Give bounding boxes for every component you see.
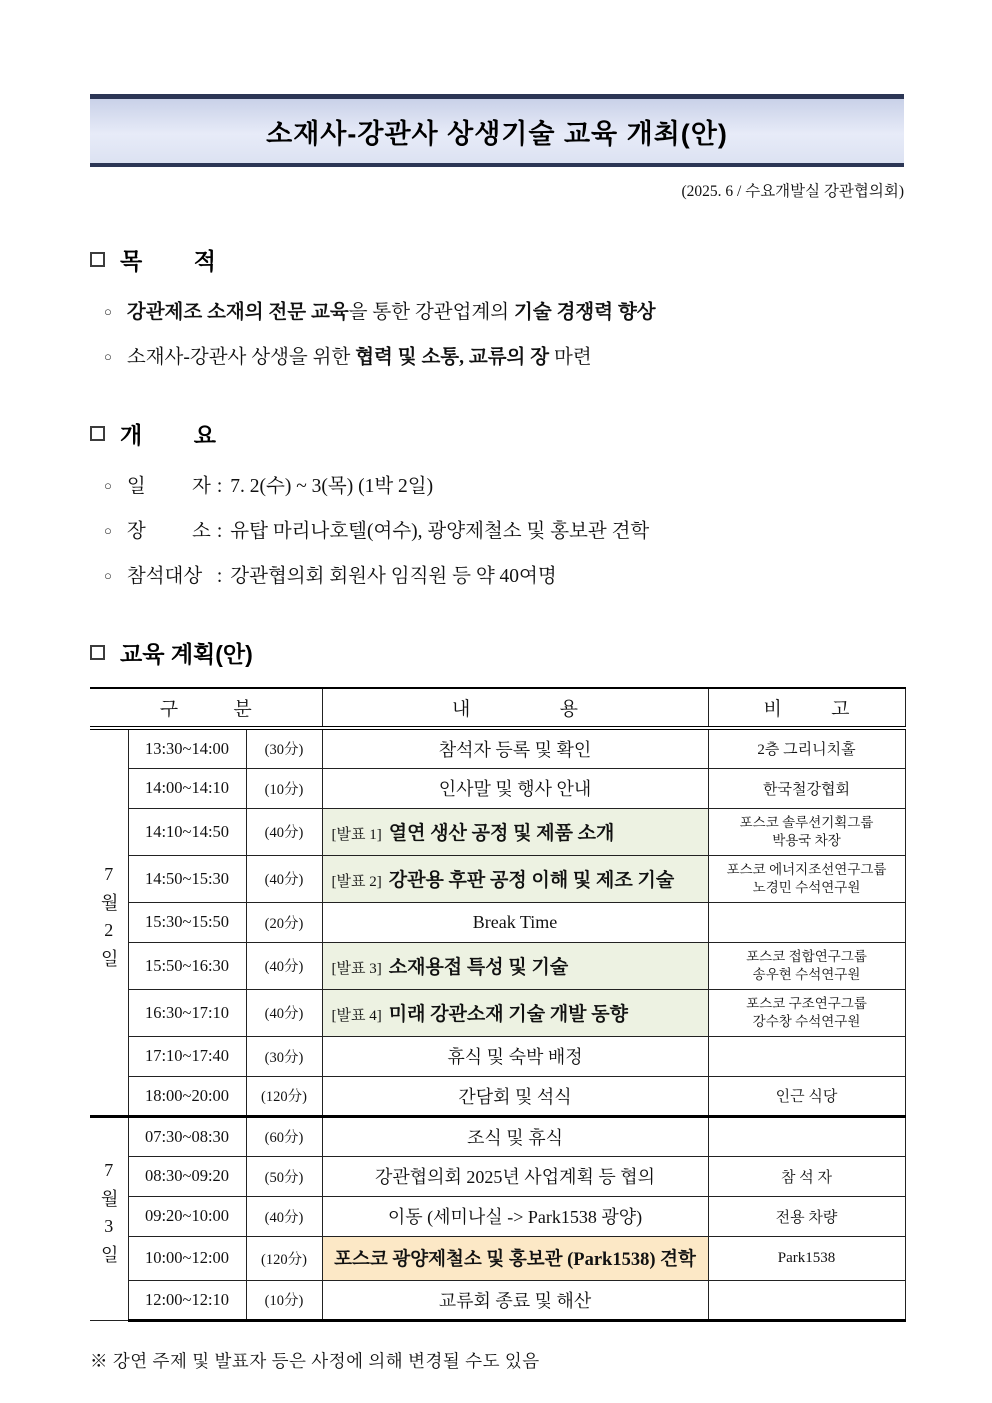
note-cell — [708, 1116, 905, 1156]
purpose-item-1-text — [127, 296, 656, 324]
overview-item-attendees-text — [127, 560, 557, 588]
purpose-item-2-text — [127, 341, 592, 369]
time-cell: 08:30~09:20 — [128, 1156, 246, 1196]
note-cell — [708, 855, 905, 902]
time-cell: 17:10~17:40 — [128, 1036, 246, 1076]
circle-bullet-icon: ○ — [104, 568, 112, 583]
time-cell: 10:00~12:00 — [128, 1236, 246, 1280]
overview-item-date — [104, 470, 904, 498]
header-category-label: 구 분 — [159, 699, 252, 720]
time-cell: 18:00~20:00 — [128, 1076, 246, 1116]
note-org: 포스코 접합연구그룹 — [746, 948, 867, 964]
colon-separator: : — [216, 521, 223, 542]
overview-place-value: 유탑 마리나호텔(여수), 광양제철소 및 홍보관 견학 — [230, 521, 650, 542]
note-cell: 2층 그리니치홀 — [708, 728, 905, 768]
note-cell: 참 석 자 — [708, 1156, 905, 1196]
purpose-item-2-regular-2: 마련 — [549, 347, 592, 368]
note-person: 강수창 수석연구원 — [752, 1013, 861, 1029]
day2-label: 7월3일 — [98, 1160, 119, 1272]
note-cell — [708, 902, 905, 942]
duration-cell: (40分) — [246, 855, 322, 902]
table-row — [90, 942, 905, 989]
purpose-list — [104, 296, 904, 369]
content-cell: 이동 (세미나실 -> Park1538 광양) — [322, 1196, 708, 1236]
table-row — [90, 855, 905, 902]
overview-attendees-label: 참석대상 — [126, 566, 203, 587]
presentation-tag: [발표 4] — [331, 1008, 382, 1024]
purpose-item-2-regular-1: 소재사-강관사 상생을 위한 — [126, 347, 356, 368]
table-row — [90, 1196, 905, 1236]
overview-item-date-text — [127, 470, 433, 498]
note-person: 박용국 차장 — [772, 832, 841, 848]
title-banner — [90, 94, 904, 167]
table-row — [90, 989, 905, 1036]
note-cell — [708, 1280, 905, 1320]
day1-label: 7월2일 — [98, 863, 119, 976]
note-org: 포스코 에너지조선연구그룹 — [726, 861, 887, 877]
day2-cell — [90, 1116, 128, 1320]
content-cell — [322, 855, 708, 902]
header-category — [90, 688, 322, 728]
duration-cell: (120分) — [246, 1236, 322, 1280]
table-row — [90, 1076, 905, 1116]
circle-bullet-icon: ○ — [104, 349, 112, 364]
purpose-item-1-bold-2: 기술 경쟁력 향상 — [514, 302, 656, 323]
content-cell: 강관협의회 2025년 사업계획 등 협의 — [322, 1156, 708, 1196]
purpose-item-1-regular-1: 을 통한 강관업계의 — [348, 302, 515, 323]
content-cell: 인사말 및 행사 안내 — [322, 768, 708, 808]
time-cell: 14:10~14:50 — [128, 808, 246, 855]
overview-place-label: 장 소 — [126, 521, 211, 542]
header-content — [322, 688, 708, 728]
table-header-row — [90, 688, 905, 728]
content-cell — [322, 808, 708, 855]
duration-cell: (50分) — [246, 1156, 322, 1196]
time-cell: 14:00~14:10 — [128, 768, 246, 808]
duration-cell: (30分) — [246, 728, 322, 768]
header-content-label: 내 용 — [452, 699, 579, 720]
note-org: 포스코 구조연구그룹 — [746, 995, 867, 1011]
duration-cell: (40分) — [246, 808, 322, 855]
time-cell: 09:20~10:00 — [128, 1196, 246, 1236]
duration-cell: (30分) — [246, 1036, 322, 1076]
header-note-label: 비 고 — [763, 699, 850, 720]
square-bullet-icon — [90, 252, 105, 267]
overview-attendees-value: 강관협의회 회원사 임직원 등 약 40여명 — [230, 566, 557, 587]
note-cell — [708, 989, 905, 1036]
content-cell: 교류회 종료 및 해산 — [322, 1280, 708, 1320]
purpose-item-2 — [104, 341, 904, 369]
table-row — [90, 1036, 905, 1076]
circle-bullet-icon: ○ — [104, 304, 112, 319]
time-cell: 13:30~14:00 — [128, 728, 246, 768]
overview-item-place — [104, 515, 904, 543]
duration-cell: (40分) — [246, 942, 322, 989]
content-cell: 휴식 및 숙박 배정 — [322, 1036, 708, 1076]
section-overview-heading — [90, 417, 904, 450]
duration-cell: (20分) — [246, 902, 322, 942]
content-cell — [322, 942, 708, 989]
content-cell: 조식 및 휴식 — [322, 1116, 708, 1156]
header-note — [708, 688, 905, 728]
presentation-tag: [발표 3] — [331, 961, 382, 977]
overview-date-label: 일 자 — [126, 476, 211, 497]
duration-cell: (120分) — [246, 1076, 322, 1116]
presentation-tag: [발표 1] — [331, 827, 382, 843]
note-cell: Park1538 — [708, 1236, 905, 1280]
time-cell: 16:30~17:10 — [128, 989, 246, 1036]
content-cell — [322, 1236, 708, 1280]
overview-item-place-text — [127, 515, 649, 543]
presentation-title: 열연 생산 공정 및 제품 소개 — [388, 823, 615, 844]
colon-separator: : — [216, 566, 223, 587]
note-cell: 인근 식당 — [708, 1076, 905, 1116]
circle-bullet-icon: ○ — [104, 523, 112, 538]
section-purpose-heading — [90, 243, 904, 276]
table-row — [90, 808, 905, 855]
time-cell: 14:50~15:30 — [128, 855, 246, 902]
note-cell — [708, 808, 905, 855]
table-row — [90, 728, 905, 768]
content-cell: 간담회 및 석식 — [322, 1076, 708, 1116]
note-cell: 전용 차량 — [708, 1196, 905, 1236]
colon-separator: : — [216, 476, 223, 497]
section-plan-title: 교육 계획(안) — [120, 641, 253, 667]
overview-item-attendees — [104, 560, 904, 588]
content-cell: 참석자 등록 및 확인 — [322, 728, 708, 768]
document-title: 소재사-강관사 상생기술 교육 개최(안) — [266, 119, 728, 149]
duration-cell: (40分) — [246, 1196, 322, 1236]
presentation-title: 소재용접 특성 및 기술 — [388, 957, 569, 978]
note-person: 노경민 수석연구원 — [752, 879, 861, 895]
day1-cell — [90, 728, 128, 1116]
table-row — [90, 1236, 905, 1280]
table-row — [90, 768, 905, 808]
table-row — [90, 902, 905, 942]
section-overview-title: 개 요 — [120, 422, 216, 448]
section-purpose-title: 목 적 — [120, 248, 216, 274]
duration-cell: (10分) — [246, 768, 322, 808]
visit-title: 포스코 광양제철소 및 홍보관 (Park1538) 견학 — [334, 1250, 696, 1270]
note-person: 송우현 수석연구원 — [752, 966, 861, 982]
footnote: ※ 강연 주제 및 발표자 등은 사정에 의해 변경될 수도 있음 — [90, 1350, 540, 1371]
note-org: 포스코 솔루션기획그룹 — [739, 814, 874, 830]
square-bullet-icon — [90, 645, 105, 660]
content-cell — [322, 989, 708, 1036]
duration-cell: (60分) — [246, 1116, 322, 1156]
overview-date-value: 7. 2(수) ~ 3(목) (1박 2일) — [230, 476, 434, 497]
presentation-tag: [발표 2] — [331, 874, 382, 890]
note-cell — [708, 942, 905, 989]
section-plan-heading — [90, 636, 904, 669]
table-row — [90, 1156, 905, 1196]
circle-bullet-icon: ○ — [104, 478, 112, 493]
duration-cell: (40分) — [246, 989, 322, 1036]
table-row — [90, 1280, 905, 1320]
time-cell: 07:30~08:30 — [128, 1116, 246, 1156]
overview-list — [104, 470, 904, 588]
note-cell — [708, 1036, 905, 1076]
time-cell: 12:00~12:10 — [128, 1280, 246, 1320]
duration-cell: (10分) — [246, 1280, 322, 1320]
time-cell: 15:30~15:50 — [128, 902, 246, 942]
time-cell: 15:50~16:30 — [128, 942, 246, 989]
square-bullet-icon — [90, 426, 105, 441]
schedule-table — [90, 687, 906, 1322]
purpose-item-2-bold-1: 협력 및 소통, 교류의 장 — [355, 347, 550, 368]
document-subtitle: (2025. 6 / 수요개발실 강관협의회) — [681, 183, 904, 200]
presentation-title: 강관용 후판 공정 이해 및 제조 기술 — [388, 870, 675, 891]
table-row — [90, 1116, 905, 1156]
purpose-item-1 — [104, 296, 904, 324]
purpose-item-1-bold-1: 강관제조 소재의 전문 교육 — [126, 302, 349, 323]
note-cell: 한국철강협회 — [708, 768, 905, 808]
content-cell: Break Time — [322, 902, 708, 942]
presentation-title: 미래 강관소재 기술 개발 동향 — [388, 1004, 628, 1025]
